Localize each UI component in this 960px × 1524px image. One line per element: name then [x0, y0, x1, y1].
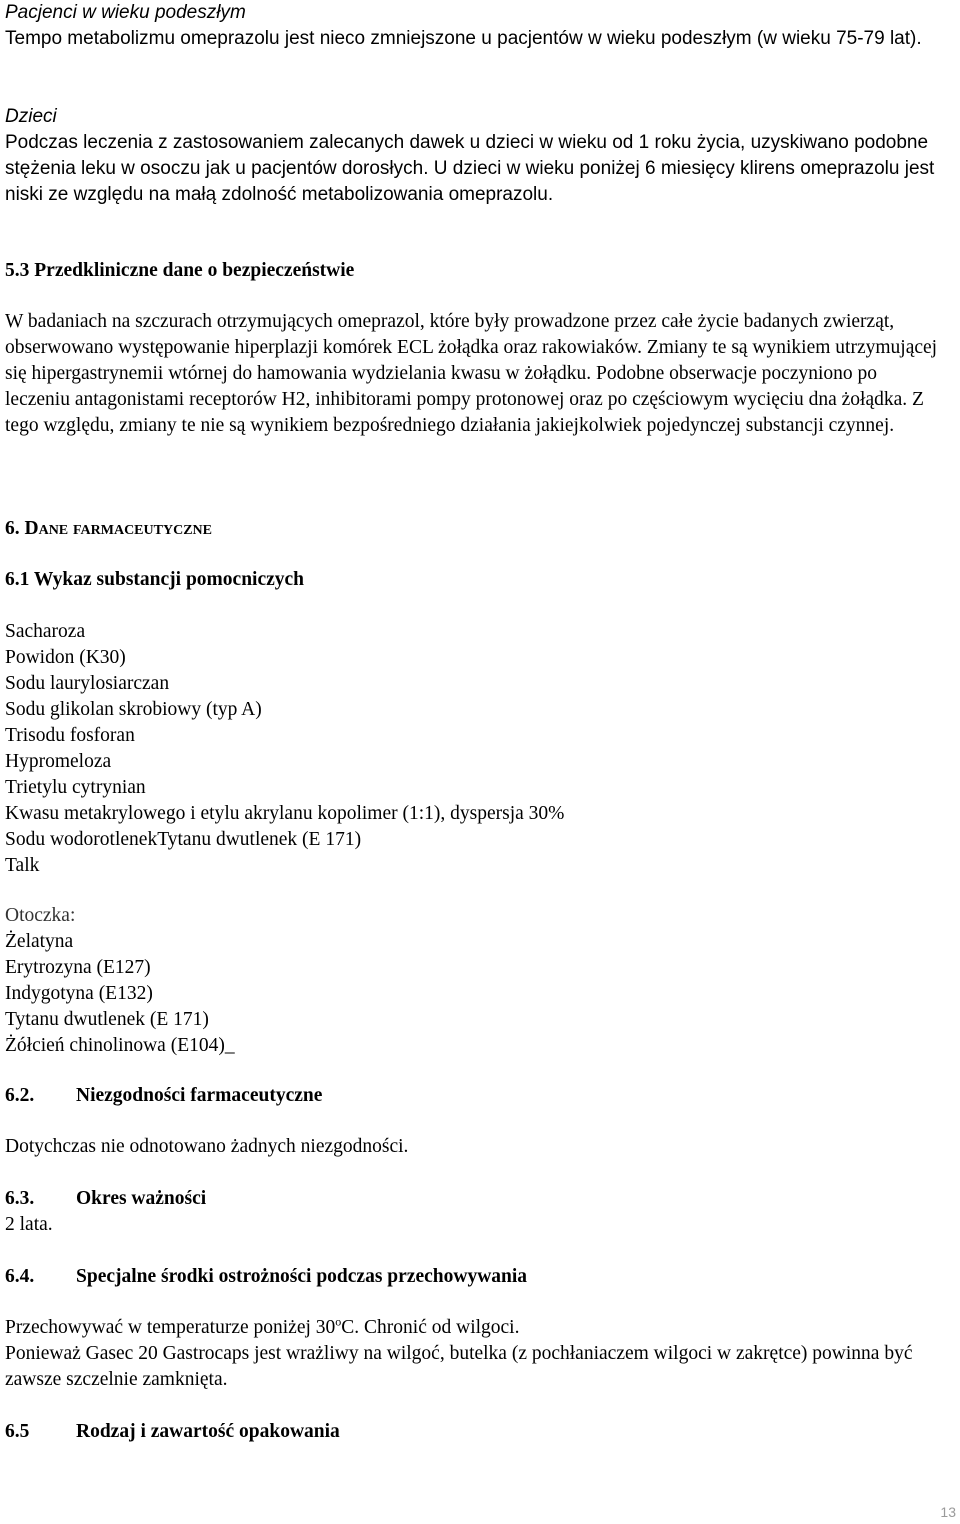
section-5-3-body	[5, 309, 940, 439]
section-6-4	[5, 1264, 940, 1290]
elderly-text: Tempo metabolizmu omeprazolu jest nieco zmniejszone u pacjentów w wieku podeszłym (w wieku 75-79 lat).	[5, 28, 922, 49]
s6-title: Dane farmaceutyczne	[24, 518, 212, 539]
capsule-item: Erytrozyna (E127)	[5, 957, 151, 978]
s64-line1-pre: Przechowywać w temperaturze poniżej 30	[5, 1317, 336, 1338]
s61-heading: 6.1 Wykaz substancji pomocniczych	[5, 569, 305, 590]
capsule-list	[5, 929, 940, 1059]
capsule-item: Żółcień chinolinowa (E104)_	[5, 1035, 235, 1056]
section-6-3	[5, 1186, 940, 1238]
section-6-5	[5, 1419, 940, 1445]
capsule	[5, 903, 940, 1059]
s63-title: Okres ważności	[76, 1188, 207, 1209]
s64-line1-sup: o	[335, 1314, 342, 1329]
excipient-item: Sacharoza	[5, 621, 86, 642]
excipient-item: Hypromeloza	[5, 751, 112, 772]
section-6-2	[5, 1083, 940, 1109]
section-6-4-body	[5, 1315, 940, 1393]
s53-text: W badaniach na szczurach otrzymujących omeprazol, które były prowadzone przez całe życie badanych zwierząt, obserwowano występowanie hiperplazji komórek ECL żołądka oraz rakowiaków. Zmiany te są wynikiem utrzymującej się hipergastrynemii wtórnej do hamowania wydzielania kwasu w żołądku. Podobne obserwacje poczyniono po leczeniu antagonistami receptorów H2, inhibitorami pompy protonowej oraz po częściowym wycięciu dna żołądka. Z tego względu, zmiany te nie są wynikiem bezpośredniego działania jakiejkolwiek pojedynczej substancji czynnej.	[5, 311, 938, 436]
section-6-2-body	[5, 1134, 940, 1160]
s64-line2: Ponieważ Gasec 20 Gastrocaps jest wrażliwy na wilgoć, butelka (z pochłaniaczem wilgoci w zakrętce) powinna być zawsze szczelnie zamknięta.	[5, 1343, 913, 1390]
s63-number: 6.3.	[5, 1188, 35, 1209]
excipient-item: Trietylu cytrynian	[5, 777, 146, 798]
children-text: Podczas leczenia z zastosowaniem zalecanych dawek u dzieci w wieku od 1 roku życia, uzyskiwano podobne stężenia leku w osoczu jak u pacjentów dorosłych. U dzieci w wieku poniżej 6 miesięcy klirens omeprazolu jest niski ze względu na małą zdolność metabolizowania omeprazolu.	[5, 132, 935, 205]
section-5-3	[5, 258, 940, 284]
page-number: 13	[940, 1504, 956, 1520]
excipients	[5, 619, 940, 879]
s62-number: 6.2.	[5, 1085, 35, 1106]
s65-number: 6.5	[5, 1421, 30, 1442]
excipient-item: Powidon (K30)	[5, 647, 126, 668]
capsule-item: Tytanu dwutlenek (E 171)	[5, 1009, 209, 1030]
children-heading: Dzieci	[5, 106, 57, 127]
capsule-item: Żelatyna	[5, 931, 74, 952]
excipient-item: Sodu glikolan skrobiowy (typ A)	[5, 699, 262, 720]
s64-title: Specjalne środki ostrożności podczas przechowywania	[76, 1266, 528, 1287]
section-children	[5, 104, 940, 208]
section-elderly	[5, 0, 940, 52]
capsule-heading: Otoczka:	[5, 905, 76, 926]
excipient-item: Sodu wodorotlenekTytanu dwutlenek (E 171)	[5, 829, 362, 850]
s62-title: Niezgodności farmaceutyczne	[76, 1085, 323, 1106]
s53-heading: 5.3 Przedkliniczne dane o bezpieczeństwie	[5, 260, 355, 281]
section-6	[5, 516, 940, 542]
s63-text: 2 lata.	[5, 1214, 53, 1235]
s62-text: Dotychczas nie odnotowano żadnych niezgodności.	[5, 1136, 409, 1157]
s64-number: 6.4.	[5, 1266, 35, 1287]
section-6-1	[5, 567, 940, 593]
excipient-item: Kwasu metakrylowego i etylu akrylanu kopolimer (1:1), dyspersja 30%	[5, 803, 565, 824]
s65-title: Rodzaj i zawartość opakowania	[76, 1421, 340, 1442]
s64-line1	[5, 1315, 940, 1341]
elderly-heading: Pacjenci w wieku podeszłym	[5, 2, 246, 23]
excipient-item: Trisodu fosforan	[5, 725, 135, 746]
excipient-item: Sodu laurylosiarczan	[5, 673, 170, 694]
excipient-item: Talk	[5, 855, 40, 876]
excipient-list	[5, 619, 940, 879]
capsule-item: Indygotyna (E132)	[5, 983, 153, 1004]
s64-line1-post: C. Chronić od wilgoci.	[341, 1317, 520, 1338]
s6-number: 6.	[5, 518, 20, 539]
